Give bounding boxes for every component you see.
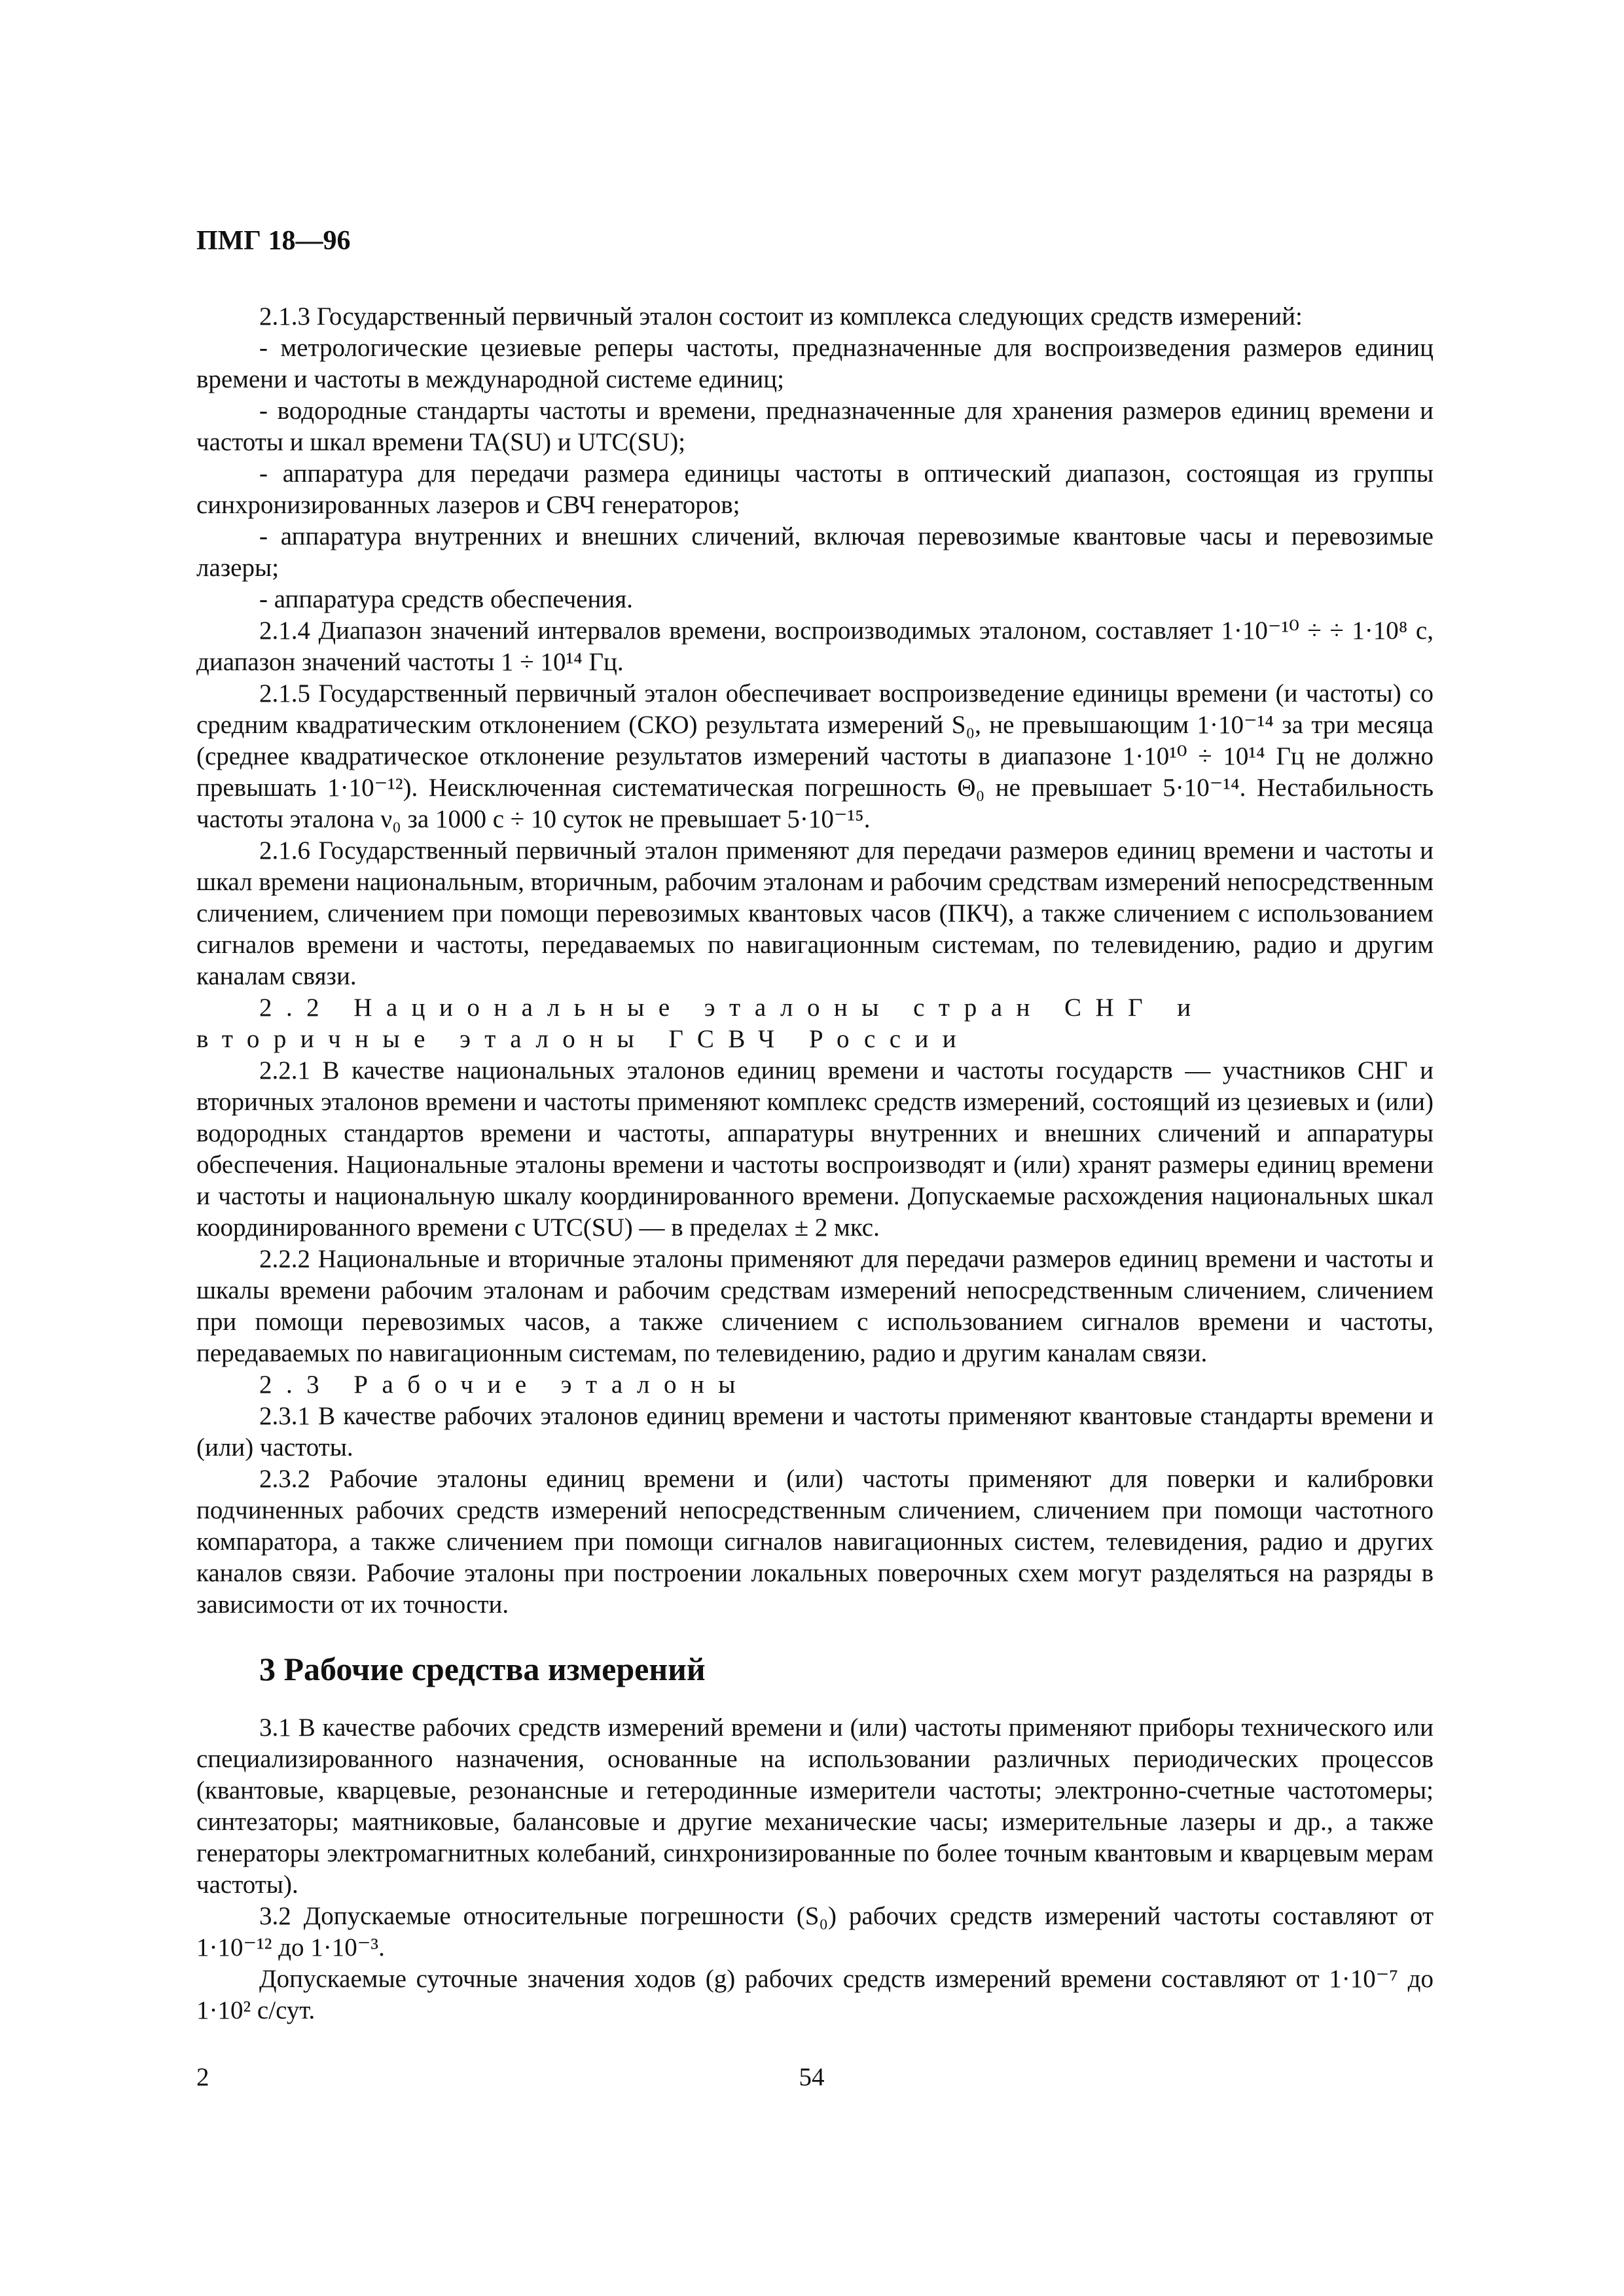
document-body [196, 301, 1434, 2026]
paragraph: 2.3.1 В качестве рабочих эталонов единиц времени и частоты применяют квантовые стандарты времени и (или) частоты. [196, 1402, 1434, 1462]
paragraph: 2.1.4 Диапазон значений интервалов времени, воспроизводимых эталоном, составляет 1·10⁻¹⁰ ÷ ÷ 1·10⁸ с, диапазон значений частоты 1 ÷ 10¹⁴ Гц. [196, 617, 1434, 676]
list-item: - аппаратура средств обеспечения. [259, 585, 633, 613]
paragraph: 3.2 Допускаемые относительные погрешности (S₀) рабочих средств измерений частоты составляют от 1·10⁻¹² до 1·10⁻³. [196, 1902, 1434, 1962]
subsection-heading: 2.3 Рабочие эталоны [259, 1371, 749, 1399]
page-number: 54 [799, 2063, 825, 2091]
paragraph: 2.1.3 Государственный первичный эталон состоит из комплекса следующих средств измерений: [259, 302, 1303, 331]
paragraph: 3.1 В качестве рабочих средств измерений времени и (или) частоты применяют приборы технического или специализированного назначения, основанные на использовании различных периодических процессов (квантовые, кварцевые, резонансные и гетеродинные измерители частоты; электронно-счетные частотомеры; синтезаторы; маятниковые, балансовые и другие механические часы; измерительные лазеры и др., а также генераторы электромагнитных колебаний, синхронизированные по более точным квантовым и кварцевым мерам частоты). [196, 1713, 1434, 1899]
paragraph: 2.3.2 Рабочие эталоны единиц времени и (или) частоты применяют для поверки и калибровки подчиненных рабочих средств измерений непосредственным сличением, сличением при помощи частотного компаратора, а также сличением при помощи сигналов навигационных систем, телевидения, радио и других каналов связи. Рабочие эталоны при построении локальных поверочных схем могут разделяться на разряды в зависимости от их точности. [196, 1465, 1434, 1619]
list-item: - метрологические цезиевые реперы частоты, предназначенные для воспроизведения размеров единиц времени и частоты в международной системе единиц; [196, 334, 1434, 393]
list-item: - водородные стандарты частоты и времени, предназначенные для хранения размеров единиц времени и частоты и шкал времени TA(SU) и UTC(SU); [196, 397, 1434, 456]
list-item: - аппаратура внутренних и внешних сличений, включая перевозимые квантовые часы и перевозимые лазеры; [196, 522, 1434, 582]
paragraph: 2.2.2 Национальные и вторичные эталоны применяют для передачи размеров единиц времени и частоты и шкалы времени рабочим эталонам и рабочим средствам измерений непосредственным сличением, сличением при помощи перевозимых часов, а также сличением с использованием сигналов времени и частоты, передаваемых по навигационным системам, по телевидению, радио и другим каналам связи. [196, 1245, 1434, 1367]
section-heading: 3 Рабочие средства измерений [259, 1651, 706, 1687]
subsection-heading: 2.2 Национальные эталоны стран СНГ и вторичные эталоны ГСВЧ России [196, 994, 1205, 1053]
document-code: ПМГ 18—96 [196, 226, 351, 256]
list-item: - аппаратура для передачи размера единицы частоты в оптический диапазон, состоящая из группы синхронизированных лазеров и СВЧ генераторов; [196, 459, 1434, 519]
page-marker: 2 [196, 2063, 209, 2091]
paragraph: 2.1.6 Государственный первичный эталон применяют для передачи размеров единиц времени и частоты и шкал времени национальным, вторичным, рабочим эталонам и рабочим средствам измерений непосредственным сличением, сличением при помощи перевозимых квантовых часов (ПКЧ), а также сличением с использованием сигналов времени и частоты, передаваемых по навигационным системам, по телевидению, радио и другим каналам связи. [196, 836, 1434, 990]
paragraph: Допускаемые суточные значения ходов (g) рабочих средств измерений времени составляют от 1·10⁻⁷ до 1·10² с/сут. [196, 1965, 1434, 2024]
paragraph: 2.1.5 Государственный первичный эталон обеспечивает воспроизведение единицы времени (и частоты) со средним квадратическим отклонением (СКО) результата измерений S₀, не превышающим 1·10⁻¹⁴ за три месяца (среднее квадратическое отклонение результатов измерений частоты в диапазоне 1·10¹⁰ ÷ 10¹⁴ Гц не должно превышать 1·10⁻¹²). Неисключенная систематическая погрешность Θ₀ не превышает 5·10⁻¹⁴. Нестабильность частоты эталона ν₀ за 1000 с ÷ 10 суток не превышает 5·10⁻¹⁵. [196, 679, 1434, 833]
paragraph: 2.2.1 В качестве национальных эталонов единиц времени и частоты государств — участников СНГ и вторичных эталонов времени и частоты применяют комплекс средств измерений, состоящий из цезиевых и (или) водородных стандартов времени и частоты, аппаратуры внутренних и внешних сличений и аппаратуры обеспечения. Национальные эталоны времени и частоты воспроизводят и (или) хранят размеры единиц времени и частоты и национальную шкалу координированного времени. Допускаемые расхождения национальных шкал координированного времени с UTC(SU) — в пределах ± 2 мкс. [196, 1056, 1434, 1242]
